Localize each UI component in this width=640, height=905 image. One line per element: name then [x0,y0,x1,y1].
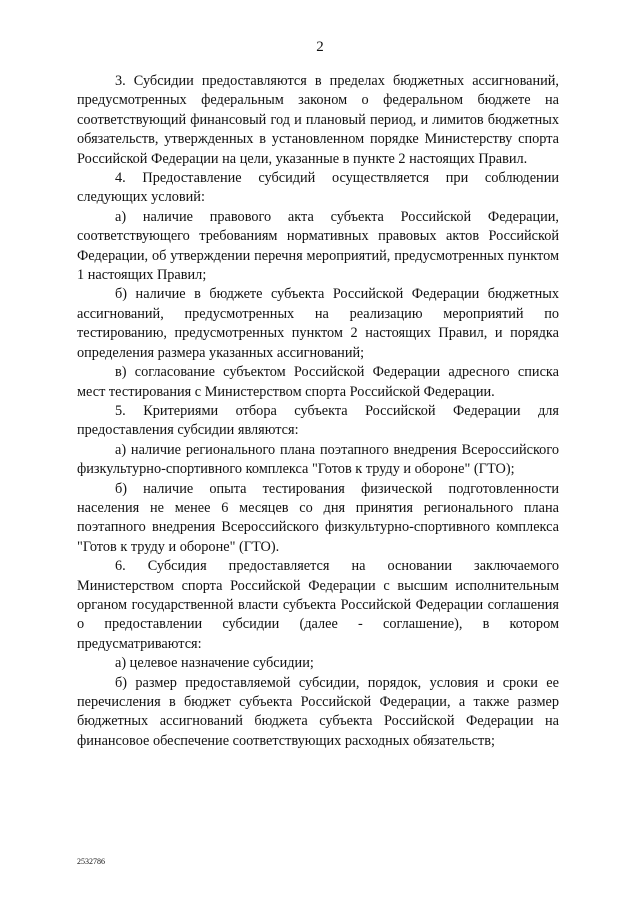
paragraph-6: 6. Субсидия предоставляется на основании заключаемого Министерством спорта Российской Федерации с высшим исполнительным органом государственной власти субъекта Российской Федерации соглашения о предоставлении субсидии (далее - соглашение), в котором предусматриваются: [77,558,559,652]
paragraph-3: 3. Субсидии предоставляются в пределах бюджетных ассигнований, предусмотренных федеральным законом о федеральном бюджете на соответствующий финансовый год и плановый период, и лимитов бюджетных обязательств, утвержденных в установленном порядке Министерству спорта Российской Федерации на цели, указанные в пункте 2 настоящих Правил. [77,73,559,167]
body-text [77,72,559,751]
paragraph-6b: б) размер предоставляемой субсидии, порядок, условия и сроки ее перечисления в бюджет субъекта Российской Федерации, а также размер бюджетных ассигнований бюджета субъекта Российской Федерации на финансовое обеспечение соответствующих расходных обязательств; [77,674,559,749]
page-number: 2 [316,39,324,55]
paragraph-4a: а) наличие правового акта субъекта Российской Федерации, соответствующего требованиям нормативных правовых актов Российской Федерации, об утверждении перечня мероприятий, предусмотренных пунктом 1 настоящих Правил; [77,208,559,284]
paragraph-5b: б) наличие опыта тестирования физической подготовленности населения не менее 6 месяцев со дня принятия регионального плана поэтапного внедрения Всероссийского физкультурно-спортивного комплекса "Готов к труду и обороне" (ГТО). [77,480,559,555]
paragraph-5: 5. Критериями отбора субъекта Российской Федерации для предоставления субсидии являются: [77,402,559,439]
paragraph-4c: в) согласование субъектом Российской Федерации адресного списка мест тестирования с Министерством спорта Российской Федерации. [77,364,559,400]
paragraph-5a: а) наличие регионального плана поэтапного внедрения Всероссийского физкультурно-спортивного комплекса "Готов к труду и обороне" (ГТО); [77,441,559,478]
paragraph-4b: б) наличие в бюджете субъекта Российской Федерации бюджетных ассигнований, предусмотренных на реализацию мероприятий по тестированию, предусмотренных пунктом 2 настоящих Правил, и порядка определения размера указанных ассигнований; [77,286,559,361]
paragraph-4: 4. Предоставление субсидий осуществляется при соблюдении следующих условий: [77,170,559,206]
paragraph-6a: а) целевое назначение субсидии; [115,655,314,672]
document-code: 2532786 [77,857,105,866]
